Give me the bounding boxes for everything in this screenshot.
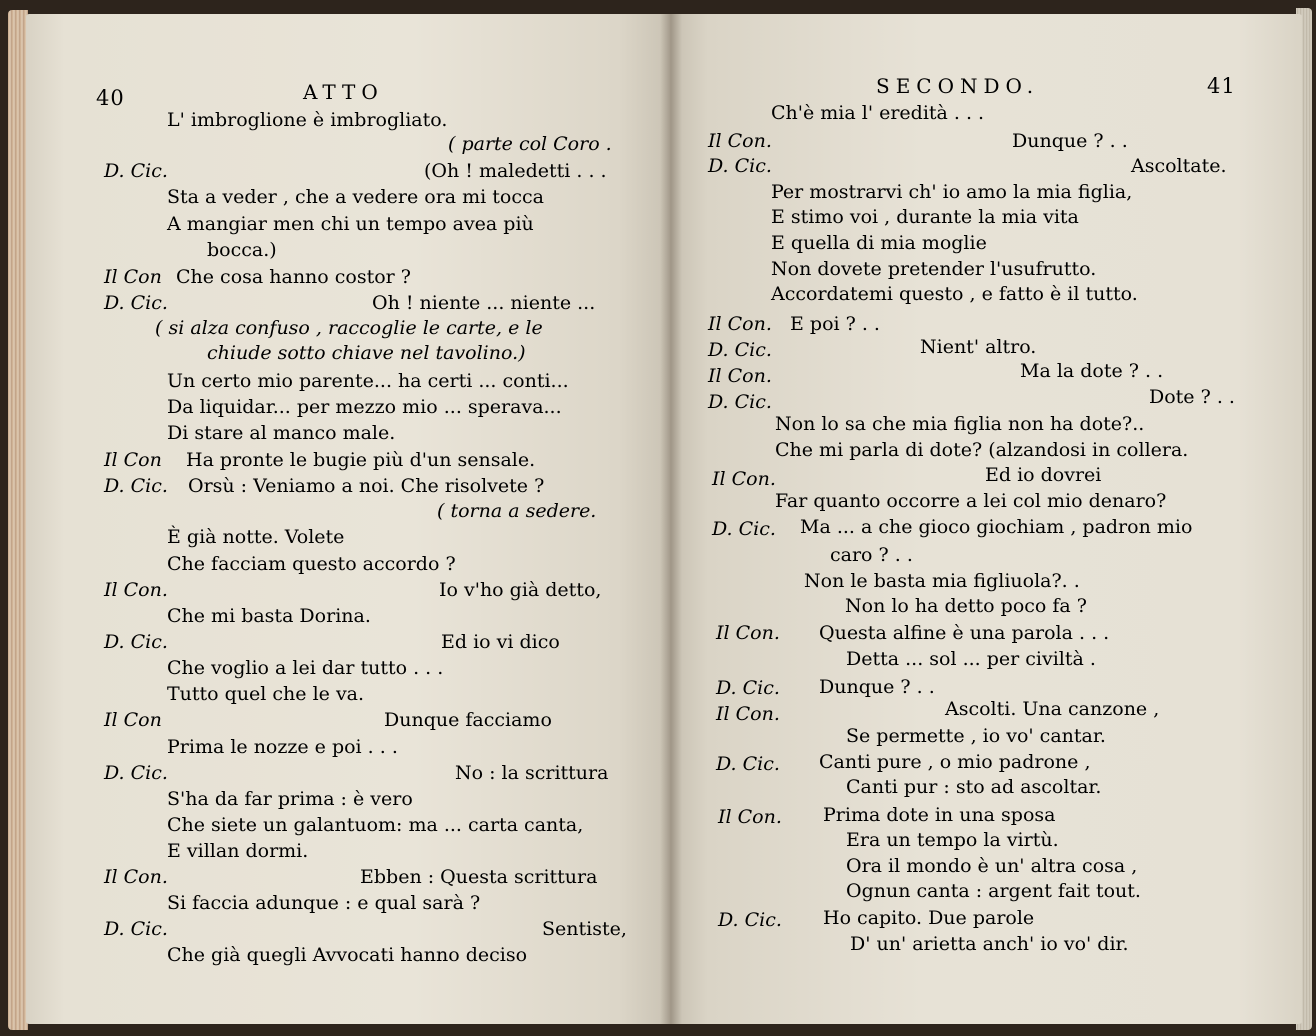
right-speaker: Il Con. — [718, 806, 782, 828]
left-line: Ed io vi dico — [441, 631, 560, 653]
right-speaker: D. Cic. — [712, 518, 776, 540]
right-line: E poi ? . . — [790, 313, 880, 335]
right-page-number: 41 — [1207, 74, 1236, 98]
right-line: Ascoltate. — [1131, 155, 1227, 177]
right-line: Ora il mondo è un' altra cosa , — [846, 855, 1138, 877]
left-speaker: Il Con — [104, 709, 162, 731]
left-line: Che siete un galantuom: ma ... carta canta, — [167, 814, 584, 836]
right-line: Ma la dote ? . . — [1020, 360, 1164, 382]
left-speaker: Il Con — [104, 266, 162, 288]
left-line: A mangiar men chi un tempo avea più — [167, 213, 534, 235]
left-line: Ebben : Questa scrittura — [360, 866, 598, 888]
right-line: Ma ... a che gioco giochiam , padron mio — [800, 516, 1193, 538]
right-line: Questa alfine è una parola . . . — [819, 622, 1110, 644]
right-speaker: D. Cic. — [708, 391, 772, 413]
right-line: Non lo ha detto poco fa ? — [845, 595, 1087, 617]
left-line: ( si alza confuso , raccoglie le carte, e le — [155, 317, 543, 339]
left-speaker: Il Con — [104, 449, 162, 471]
right-line: Dunque ? . . — [1012, 130, 1128, 152]
left-speaker: D. Cic. — [104, 762, 168, 784]
left-line: Sta a veder , che a vedere ora mi tocca — [167, 186, 544, 208]
left-speaker: D. Cic. — [104, 918, 168, 940]
left-speaker: D. Cic. — [104, 160, 168, 182]
right-line: Non le basta mia figliuola?. . — [804, 570, 1080, 592]
right-line: caro ? . . — [830, 544, 913, 566]
left-line: È già notte. Volete — [167, 526, 345, 548]
left-line: Dunque facciamo — [384, 709, 552, 731]
right-line: Per mostrarvi ch' io amo la mia figlia, — [771, 181, 1133, 203]
left-line: Che facciam questo accordo ? — [167, 553, 456, 575]
left-speaker: Il Con. — [104, 866, 168, 888]
right-speaker: Il Con. — [708, 313, 772, 335]
right-running-head: SECONDO. — [876, 74, 1040, 98]
left-line: Prima le nozze e poi . . . — [167, 736, 398, 758]
right-line: E stimo voi , durante la mia vita — [771, 206, 1079, 228]
right-line: Che mi parla di dote? (alzandosi in collera. — [775, 439, 1189, 461]
left-line: bocca.) — [207, 239, 277, 261]
right-speaker: Il Con. — [716, 703, 780, 725]
right-line: Canti pur : sto ad ascoltar. — [846, 776, 1102, 798]
left-running-head: ATTO — [303, 80, 384, 104]
left-line: Che già quegli Avvocati hanno deciso — [167, 944, 528, 966]
left-line: Orsù : Veniamo a noi. Che risolvete ? — [188, 475, 545, 497]
right-speaker: Il Con. — [712, 468, 776, 490]
right-line: Ed io dovrei — [985, 464, 1102, 486]
right-line: Ch'è mia l' eredità . . . — [771, 102, 985, 124]
left-page-edges — [8, 10, 28, 1030]
book-gutter — [660, 14, 682, 1024]
right-line: E quella di mia moglie — [771, 232, 987, 254]
right-line: Ho capito. Due parole — [823, 907, 1035, 929]
left-line: Si faccia adunque : e qual sarà ? — [167, 892, 481, 914]
left-speaker: D. Cic. — [104, 631, 168, 653]
left-line: Che mi basta Dorina. — [167, 605, 371, 627]
right-line: Prima dote in una sposa — [823, 804, 1056, 826]
left-line: Un certo mio parente... ha certi ... conti... — [167, 370, 569, 392]
right-line: Dunque ? . . — [819, 676, 935, 698]
left-line: E villan dormi. — [167, 840, 309, 862]
right-line: Detta ... sol ... per civiltà . — [846, 648, 1096, 670]
right-speaker: D. Cic. — [708, 155, 772, 177]
left-line: No : la scrittura — [455, 762, 609, 784]
left-line: Sentiste, — [542, 918, 627, 940]
right-line: Non lo sa che mia figlia non ha dote?.. — [775, 413, 1145, 435]
right-speaker: Il Con. — [708, 365, 772, 387]
right-speaker: D. Cic. — [718, 909, 782, 931]
right-line: Ognun canta : argent fait tout. — [846, 880, 1141, 902]
left-speaker: D. Cic. — [104, 292, 168, 314]
left-line: ( parte col Coro . — [448, 133, 612, 155]
left-line: Di stare al manco male. — [167, 422, 396, 444]
right-speaker: Il Con. — [716, 622, 780, 644]
right-line: Canti pure , o mio padrone , — [819, 751, 1091, 773]
left-line: Che cosa hanno costor ? — [176, 266, 411, 288]
left-speaker: Il Con. — [104, 579, 168, 601]
right-speaker: D. Cic. — [716, 753, 780, 775]
left-line: Oh ! niente ... niente ... — [372, 292, 596, 314]
right-speaker: Il Con. — [708, 130, 772, 152]
right-line: Far quanto occorre a lei col mio denaro? — [775, 490, 1167, 512]
left-line: Ha pronte le bugie più d'un sensale. — [186, 449, 536, 471]
left-line: chiude sotto chiave nel tavolino.) — [207, 342, 526, 364]
right-line: Dote ? . . — [1149, 386, 1235, 408]
right-speaker: D. Cic. — [716, 677, 780, 699]
left-page-number: 40 — [96, 86, 125, 110]
right-line: Nient' altro. — [920, 336, 1037, 358]
right-line: Accordatemi questo , e fatto è il tutto. — [771, 283, 1138, 305]
left-line: ( torna a sedere. — [437, 500, 597, 522]
left-speaker: D. Cic. — [104, 475, 168, 497]
left-line: Che voglio a lei dar tutto . . . — [167, 657, 444, 679]
right-line: Era un tempo la virtù. — [846, 829, 1059, 851]
left-line: (Oh ! maledetti . . . — [424, 160, 607, 182]
left-line: L' imbroglione è imbrogliato. — [167, 109, 448, 131]
left-line: S'ha da far prima : è vero — [167, 788, 413, 810]
left-line: Io v'ho già detto, — [439, 579, 602, 601]
right-line: Non dovete pretender l'usufrutto. — [771, 258, 1097, 280]
right-speaker: D. Cic. — [708, 339, 772, 361]
right-line: Se permette , io vo' cantar. — [846, 725, 1106, 747]
left-line: Da liquidar... per mezzo mio ... sperava... — [167, 396, 562, 418]
right-line: D' un' arietta anch' io vo' dir. — [850, 933, 1129, 955]
right-line: Ascolti. Una canzone , — [945, 698, 1160, 720]
left-line: Tutto quel che le va. — [167, 683, 365, 705]
